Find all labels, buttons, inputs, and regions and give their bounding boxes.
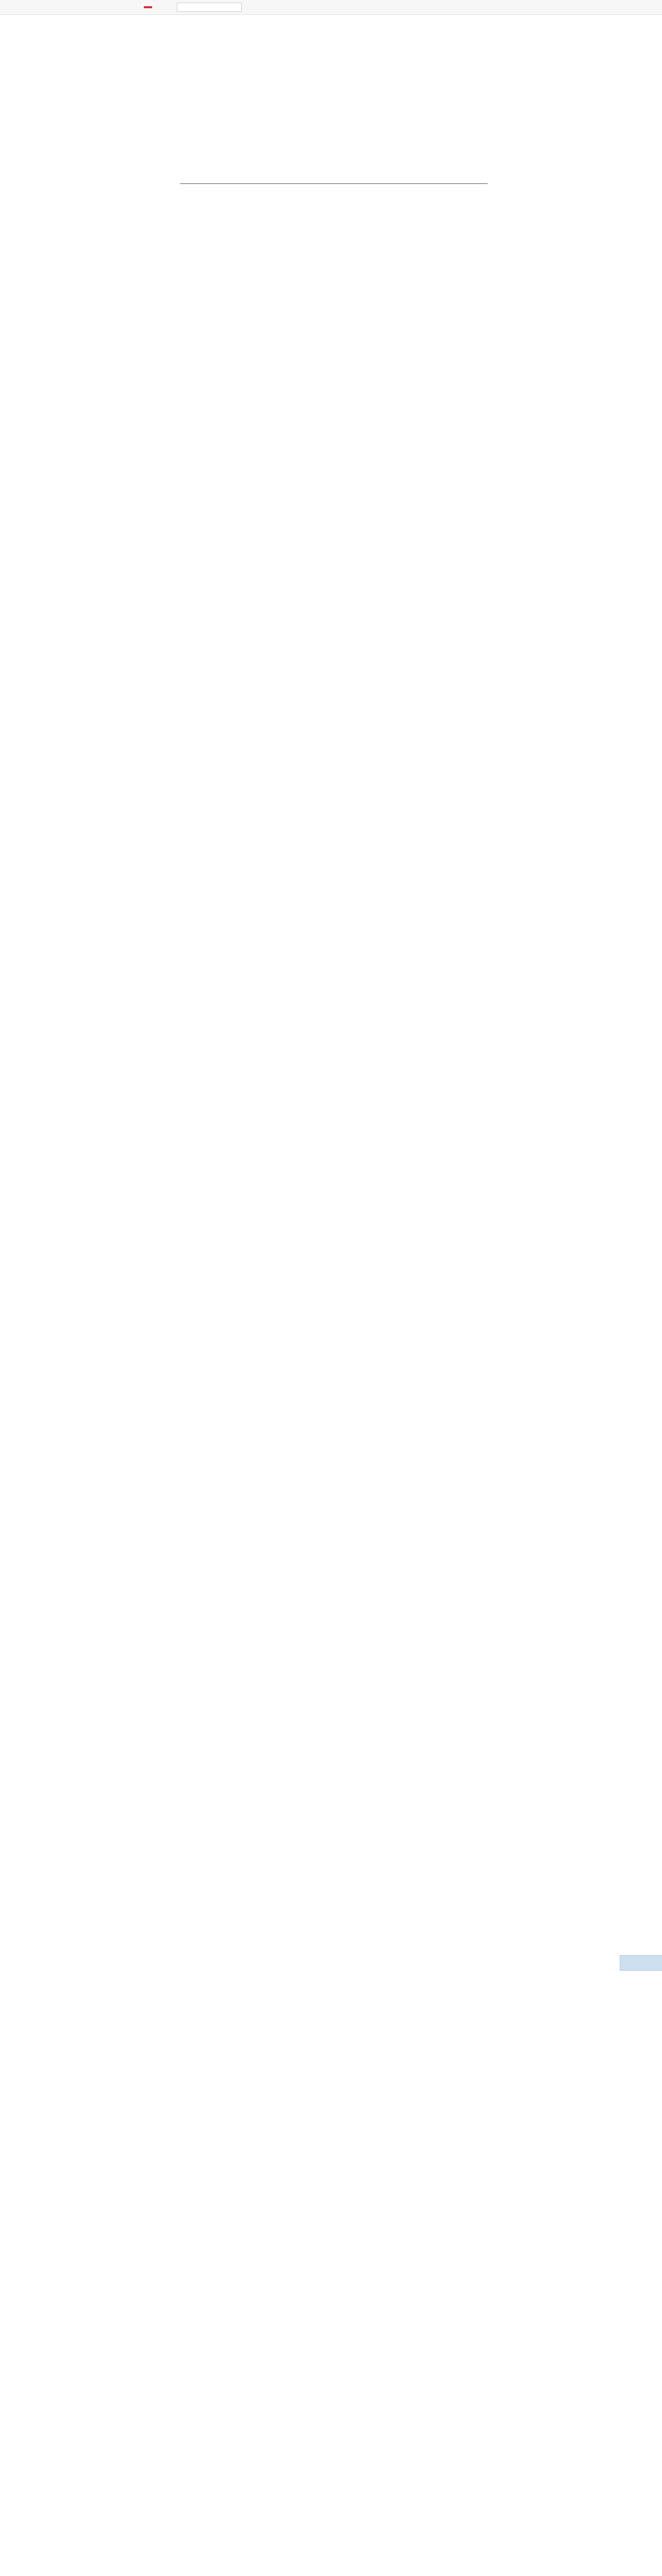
page-top-button[interactable] — [620, 1955, 662, 1971]
top-bar — [0, 0, 662, 15]
divider — [180, 183, 488, 184]
bookmark-input[interactable] — [177, 3, 242, 12]
chapter-pager — [0, 91, 662, 97]
login-button[interactable] — [144, 6, 152, 8]
